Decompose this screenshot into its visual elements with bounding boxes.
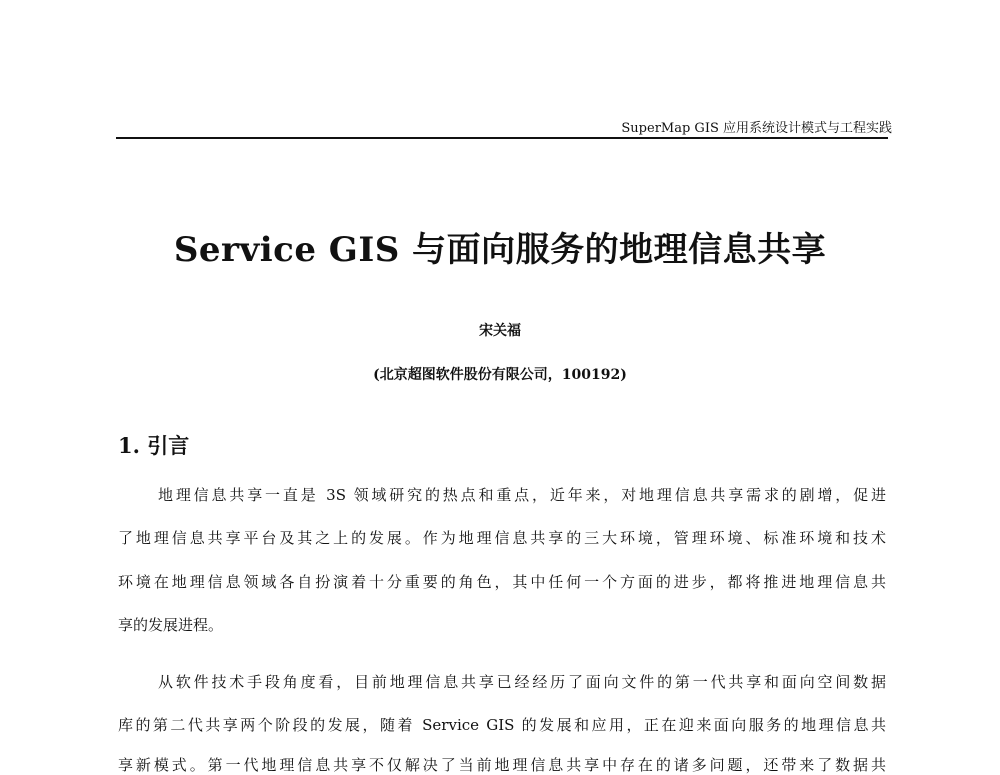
author-name: 宋关福 <box>479 323 521 339</box>
paragraph-2-line-1: 从软件技术手段角度看，目前地理信息共享已经经历了面向文件的第一代共享和面向空间数据 <box>158 673 886 691</box>
paragraph-1-line-2: 了地理信息共享平台及其之上的发展。作为地理信息共享的三大环境，管理环境、标准环境和技术 <box>118 529 886 547</box>
running-header: SuperMap GIS 应用系统设计模式与工程实践 <box>621 121 892 136</box>
paragraph-1-line-4: 享的发展进程。 <box>118 616 224 634</box>
paragraph-1-line-3: 环境在地理信息领域各自扮演着十分重要的角色，其中任何一个方面的进步，都将推进地理信息共 <box>118 573 886 591</box>
paragraph-1-line-1: 地理信息共享一直是 3S 领域研究的热点和重点，近年来，对地理信息共享需求的剧增，促进 <box>158 486 886 504</box>
section-heading: 1. 引言 <box>118 433 190 458</box>
paper-title: Service GIS 与面向服务的地理信息共享 <box>173 230 827 270</box>
author-affiliation: (北京超图软件股份有限公司，100192) <box>373 367 627 383</box>
paragraph-2-line-2: 库的第二代共享两个阶段的发展，随着 Service GIS 的发展和应用，正在迎来面向服务的地理信息共 <box>118 716 886 734</box>
paragraph-2-line-3: 享新模式。第一代地理信息共享不仅解决了当前地理信息共享中存在的诸多问题，还带来了数据共 <box>118 756 886 774</box>
header-rule <box>116 137 888 139</box>
